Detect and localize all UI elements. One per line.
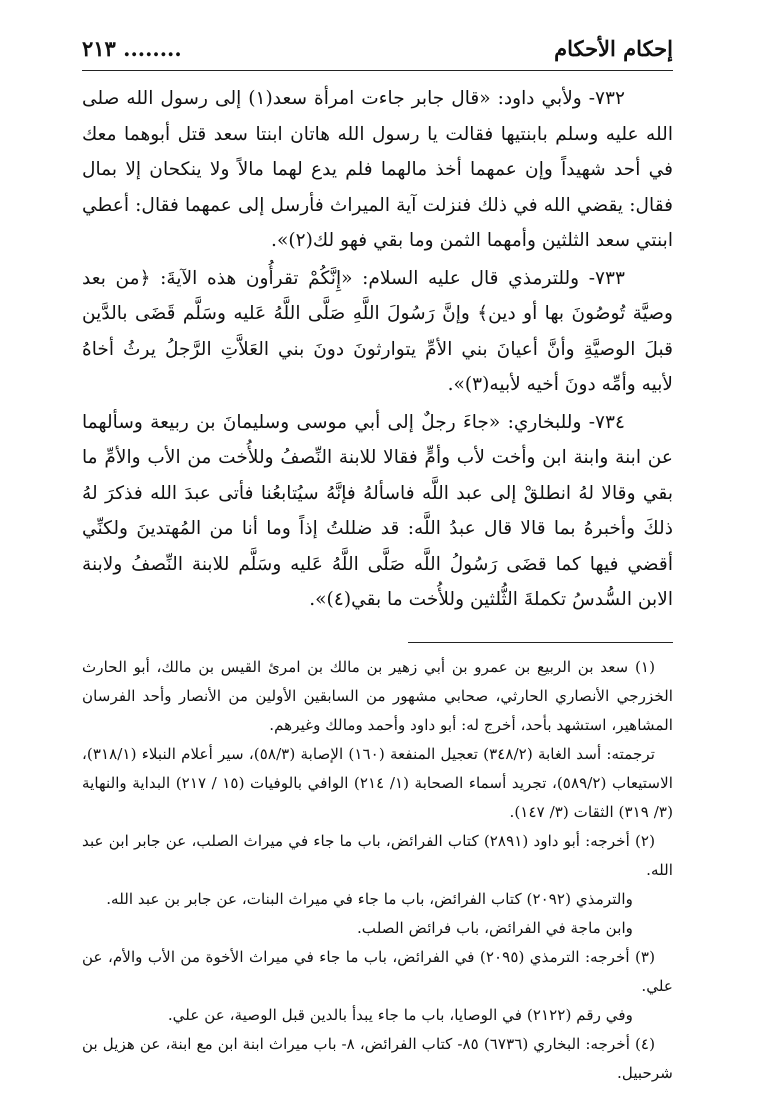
- footnote-2: (٢) أخرجه: أبو داود (٢٨٩١) كتاب الفرائض، باب ما جاء في ميراث الصلب، عن جابر ابن عبد الله.: [82, 831, 673, 879]
- main-text: [82, 81, 673, 618]
- footnote-3-cont: وفي رقم (٢١٢٢) في الوصايا، باب ما جاء يبدأ بالدين قبل الوصية، عن علي.: [167, 1005, 633, 1024]
- header-right-group: [82, 36, 182, 61]
- hadith-732: ٧٣٢- ولأبي داود: «قال جابر جاءت امرأة سعد(١) إلى رسول الله صلى الله عليه وسلم بابنتيها فقالت يا رسول الله هاتان ابنتا سعد قتل أبوهما معك في أحد شهيداً وإن عمهما أخذ مالهما فلم يدع لهما مالاً ولا ينكحان إلا بمال فقال: يقضي الله في ذلك فنزلت آية الميراث فأرسل إلى عمهما فقال: أعطي ابنتي سعد الثلثين وأمهما الثمن وما بقي فهو لك(٢)».: [82, 88, 673, 251]
- footnote-separator: [408, 642, 673, 643]
- footnote-2-cont: وابن ماجة في الفرائض، باب فرائض الصلب.: [356, 918, 633, 937]
- page-header: [82, 36, 673, 71]
- footnote-1-sources: ترجمته: أسد الغابة (٣٤٨/٢) تعجيل المنفعة (١٦٠) الإصابة (٥٨/٣)، سير أعلام النبلاء (٣١٨/١)، الاستيعاب (٥٨٩/٢)، تجريد أسماء الصحابة (١/ ٢١٤) الوافي بالوفيات (١٥ / ٢١٧) البداية والنهاية (٣/ ٣١٩) الثقات (٣/ ١٤٧).: [82, 744, 673, 821]
- footnote-4: (٤) أخرجه: البخاري (٦٧٣٦) ٨٥- كتاب الفرائض، ٨- باب ميراث ابنة ابن مع ابنة، عن هزيل بن شرحبيل.: [82, 1034, 673, 1082]
- footnote-3: (٣) أخرجه: الترمذي (٢٠٩٥) في الفرائض، باب ما جاء في ميراث الأخوة من الأب والأم، عن علي.: [82, 947, 673, 995]
- hadith-734: ٧٣٤- وللبخاري: «جاءَ رجلٌ إلى أبي موسى وسليمانَ بن ربيعة وسألهما عن ابنة وابنة ابن وأخت لأب وأمٍّ فقالا للابنة النِّصفُ وللأُخت من الأب والأمِّ ما بقي وقالا لهُ انطلقْ إلى عبد اللَّه فاسألهُ فإنَّهُ سيُتابعُنا فأتى عبدَ الله فذكرَ لهُ ذلكَ وأخبرهُ بما قالا قال عبدُ اللَّه: قد ضللتُ إذاً وما أنا من المُهتدينَ ولكنِّي أقضي فيها كما قضَى رَسُولُ اللَّه صَلَّى اللَّهُ عَليه وسَلَّم للابنة النِّصفُ ولابنة الابن السُّدسُ تكملةَ الثُّلثين وللأُخت ما بقي(٤)».: [82, 411, 673, 610]
- hadith-733: ٧٣٣- وللترمذي قال عليه السلام: «إِنَّكُمْ تقرأُون هذه الآيةَ: ﴿من بعد وصيَّة تُوصُونَ بها أو دين﴾ وإنَّ رَسُولَ اللَّهِ صَلَّى اللَّهُ عَليه وسَلَّم قَضَى بالدَّين قبلَ الوصيَّةِ وأنَّ أعيانَ بني الأمِّ يتوارثونَ دونَ بني العَلاَّتِ الرَّجلُ يرثُ أخاهُ لأبيه وأمِّه دونَ أخيه لأبيه(٣)».: [82, 267, 673, 395]
- footnotes: [82, 653, 673, 1088]
- footnote-2-cont: والترمذي (٢٠٩٢) كتاب الفرائض، باب ما جاء في ميراث البنات، عن جابر بن عبد الله.: [106, 889, 633, 908]
- footnote-1: (١) سعد بن الربيع بن عمرو بن أبي زهير بن مالك بن امرئ القيس بن مالك، أبو الحارث الخزرجي الأنصاري الحارثي، صحابي مشهور من السابقين الأولين من الأنصار وأحد الفرسان المشاهير، استشهد بأحد، أخرج له: أبو داود وأحمد ومالك وغيرهم.: [82, 657, 673, 734]
- running-title: إحكام الأحكام: [554, 36, 673, 61]
- page-number: ٢١٣: [82, 36, 116, 61]
- header-dots: ........: [123, 36, 182, 61]
